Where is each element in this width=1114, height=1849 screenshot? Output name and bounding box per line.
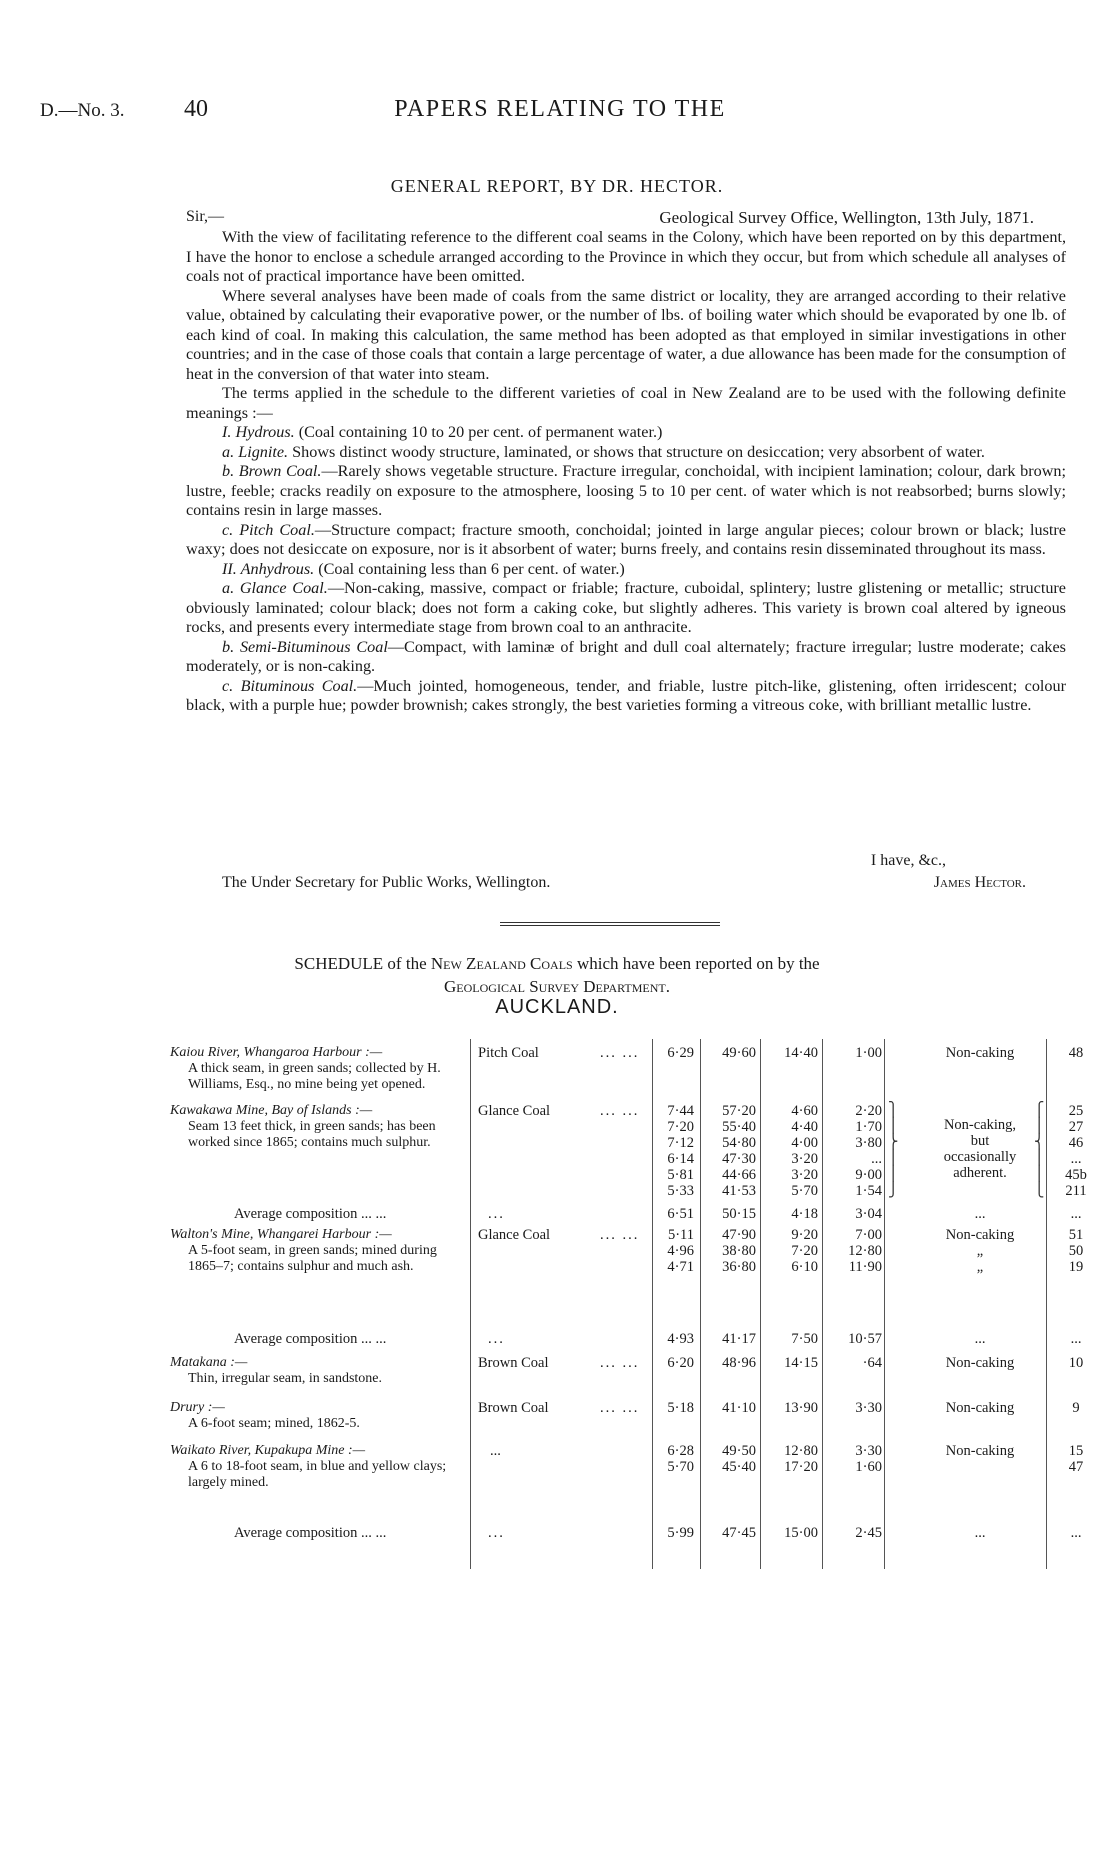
average-label: Average composition ... ...: [234, 1331, 387, 1347]
average-coking: ...: [974, 1206, 986, 1222]
running-title: PAPERS RELATING TO THE: [394, 96, 726, 122]
coal-kind: Brown Coal: [478, 1355, 549, 1371]
col-3: [766, 1443, 818, 1475]
col-2: 41·10: [722, 1400, 756, 1416]
col-last-value: 50: [1068, 1243, 1084, 1259]
col-2-value: 36·80: [722, 1259, 756, 1275]
leader-dots: ... ...: [600, 1400, 640, 1416]
paragraph: With the view of facilitating reference to the different coal seams in the Colony, which have been reported on by this department, I have the honor to enclose a schedule arranged according to the Province in which they occur, but from which schedule all analyses of coals not of practical importance have been omitted.: [186, 228, 1066, 285]
col-3-value: 7·20: [791, 1243, 818, 1259]
col-2-value: 49·50: [722, 1443, 756, 1459]
col-2: [704, 1103, 756, 1199]
locality: [170, 1400, 468, 1432]
signature-block: [186, 852, 1066, 898]
region-heading: AUCKLAND.: [495, 996, 619, 1018]
leader-dots: ... ...: [600, 1355, 640, 1371]
term-semi-bituminous: b. Semi-Bituminous Coal—Compact, with laminæ of bright and dull coal alternately; fracture irregular; lustre moderate; cakes moderately, or is non-caking.: [186, 637, 1066, 675]
locality-description: Thin, irregular seam, in sandstone.: [188, 1371, 383, 1386]
column-rule: [884, 1039, 885, 1569]
coking-property-value: Non-caking,: [943, 1117, 1017, 1133]
coking-property-value: Non-caking: [945, 1227, 1015, 1243]
col-1-value: 6·28: [667, 1443, 694, 1459]
column-rule: [760, 1039, 761, 1569]
coking-property-value: but: [970, 1133, 990, 1149]
locality-name: Matakana :—: [170, 1355, 248, 1370]
col-4-value: 12·80: [848, 1243, 882, 1259]
col-last-value: 51: [1068, 1227, 1084, 1243]
locality-description: Seam 13 feet thick, in green sands; has been worked since 1865; contains much sulphur.: [188, 1119, 436, 1150]
col-4: [830, 1227, 882, 1275]
coal-kind: Glance Coal: [478, 1227, 551, 1243]
document-reference: D.—No. 3.: [40, 100, 125, 121]
col-3-value: 9·20: [791, 1227, 818, 1243]
coking-property: Non-caking: [945, 1443, 1015, 1459]
locality-name: Kaiou River, Whangaroa Harbour :—: [170, 1045, 383, 1060]
locality-description: A thick seam, in green sands; collected by H. Williams, Esq., no mine being yet opened.: [188, 1061, 441, 1092]
col-2-value: 41·53: [722, 1183, 756, 1199]
average-col-4: 10·57: [848, 1331, 882, 1347]
leader-dots: ... ...: [600, 1227, 640, 1243]
col-4-value: 3·80: [855, 1135, 882, 1151]
average-coking: ...: [974, 1525, 986, 1541]
column-rule: [822, 1039, 823, 1569]
col-2-value: 55·40: [722, 1119, 756, 1135]
coking-property: Non-caking: [945, 1355, 1015, 1371]
col-3-value: 3·20: [791, 1151, 818, 1167]
col-4-value: 2·20: [855, 1103, 882, 1119]
divider: [500, 925, 720, 926]
col-4-value: 1·70: [855, 1119, 882, 1135]
col-3-value: 4·40: [791, 1119, 818, 1135]
col-1-value: 7·44: [667, 1103, 694, 1119]
addressee: The Under Secretary for Public Works, Wellington.: [222, 874, 551, 891]
col-3-value: 17·20: [784, 1459, 818, 1475]
term-anhydrous: II. Anhydrous. (Coal containing less than 6 per cent. of water.): [222, 559, 625, 578]
average-col-4: 2·45: [855, 1525, 882, 1541]
paragraph: Where several analyses have been made of coals from the same district or locality, they are arranged according to their relative value, obtained by calculating their evaporative power, or the number of lbs. of boiling water which should be evaporated by one lb. of each kind of coal. In making this calculation, the same method has been adopted as that employed in similar investigations in other countries; and in the case of those coals that contain a large percentage of water, a due allowance has been made for the consumption of heat in the conversion of that water into steam.: [186, 286, 1066, 383]
locality: [170, 1355, 468, 1387]
col-last-value: 211: [1065, 1183, 1087, 1199]
col-3: 14·40: [784, 1045, 818, 1061]
coking-property-value: „: [976, 1259, 984, 1275]
average-col-2: 47·45: [722, 1525, 756, 1541]
col-2-value: 54·80: [722, 1135, 756, 1151]
col-3: 14·15: [784, 1355, 818, 1371]
bracket: ⎫ ⎪ ⎬ ⎪ ⎪ ⎭: [888, 1103, 899, 1198]
average-last: ...: [1070, 1206, 1082, 1222]
col-4-value: 3·30: [855, 1443, 882, 1459]
term-bituminous: c. Bituminous Coal.—Much jointed, homogeneous, tender, and friable, lustre pitch-like, glistening, often irridescent; colour black, with a purple hue; powder brownish; cakes strongly, the best varieties forming a vitreous coke, with brilliant metallic lustre.: [186, 676, 1066, 714]
average-col-1: 4·93: [667, 1331, 694, 1347]
divider: [500, 922, 720, 923]
col-1: 6·20: [667, 1355, 694, 1371]
locality-description: A 6 to 18-foot seam, in blue and yellow clays; largely mined.: [188, 1459, 447, 1490]
coking-property-value: adherent.: [953, 1165, 1007, 1181]
col-3-value: 5·70: [791, 1183, 818, 1199]
average-coking: ...: [974, 1331, 986, 1347]
coking-property: [910, 1117, 1050, 1181]
col-3: 13·90: [784, 1400, 818, 1416]
coal-kind: Brown Coal: [478, 1400, 549, 1416]
col-1-value: 5·70: [667, 1459, 694, 1475]
column-rule: [470, 1039, 471, 1569]
col-1: [658, 1443, 694, 1475]
col-4: ·64: [862, 1355, 882, 1371]
column-rule: [652, 1039, 653, 1569]
col-3-value: 3·20: [791, 1167, 818, 1183]
col-last-value: 46: [1068, 1135, 1084, 1151]
col-1: 5·18: [667, 1400, 694, 1416]
col-3-value: 4·00: [791, 1135, 818, 1151]
page-header: [40, 96, 1080, 130]
leader-dots: ... ...: [600, 1045, 640, 1061]
col-last: [1050, 1443, 1102, 1475]
col-1: [658, 1227, 694, 1275]
coking-property-value: „: [976, 1243, 984, 1259]
term-lignite: a. Lignite. Shows distinct woody structure, laminated, or shows that structure on desiccation; very absorbent of water.: [222, 442, 985, 461]
col-2: [704, 1443, 756, 1475]
term-glance-coal: a. Glance Coal.—Non-caking, massive, compact or friable; fracture, cuboidal, splintery; lustre glistening or metallic; structure obviously laminated; colour black; does not form a caking coke, but slightly adheres. This variety is brown coal altered by igneous rocks, and presents every intermediate stage from brown coal to an anthracite.: [186, 579, 1066, 636]
leader-dots: ...: [488, 1206, 505, 1222]
leader-dots: ...: [488, 1331, 505, 1347]
locality-name: Drury :—: [170, 1400, 225, 1415]
col-last-value: 45b: [1065, 1167, 1087, 1183]
locality-name: Walton's Mine, Whangarei Harbour :—: [170, 1227, 392, 1242]
average-col-2: 50·15: [722, 1206, 756, 1222]
col-1: [658, 1103, 694, 1199]
average-label: Average composition ... ...: [234, 1525, 387, 1541]
average-col-1: 5·99: [667, 1525, 694, 1541]
col-last: [1050, 1227, 1102, 1275]
col-4: 1·00: [855, 1045, 882, 1061]
average-col-4: 3·04: [855, 1206, 882, 1222]
col-4: 3·30: [855, 1400, 882, 1416]
page-number: 40: [184, 96, 208, 122]
leader-dots: ... ...: [600, 1103, 640, 1119]
dateline: Geological Survey Office, Wellington, 13th July, 1871.: [659, 208, 1034, 227]
col-4-value: 1·60: [855, 1459, 882, 1475]
locality: [170, 1443, 468, 1491]
coking-property: [910, 1227, 1050, 1275]
average-col-3: 15·00: [784, 1525, 818, 1541]
coal-schedule-table: [170, 1025, 1087, 1565]
col-2: 49·60: [722, 1045, 756, 1061]
coking-property: Non-caking: [945, 1045, 1015, 1061]
col-last-value: 47: [1068, 1459, 1084, 1475]
col-3-value: 12·80: [784, 1443, 818, 1459]
col-2: 48·96: [722, 1355, 756, 1371]
average-last: ...: [1070, 1331, 1082, 1347]
col-4: [830, 1443, 882, 1475]
col-3-value: 6·10: [791, 1259, 818, 1275]
coking-property: Non-caking: [945, 1400, 1015, 1416]
locality: [170, 1103, 468, 1151]
col-4-value: 9·00: [855, 1167, 882, 1183]
col-4-value: 11·90: [848, 1259, 882, 1275]
col-2-value: 38·80: [722, 1243, 756, 1259]
locality-name: Waikato River, Kupakupa Mine :—: [170, 1443, 366, 1458]
col-2-value: 57·20: [722, 1103, 756, 1119]
col-last: [1050, 1103, 1102, 1199]
col-4-value: 1·54: [855, 1183, 882, 1199]
report-title: GENERAL REPORT, BY DR. HECTOR.: [390, 176, 724, 196]
bracket: ⎧ ⎪ ⎨ ⎪ ⎪ ⎩: [1034, 1103, 1045, 1198]
col-3: [766, 1103, 818, 1199]
col-3-value: 4·60: [791, 1103, 818, 1119]
col-last-value: 27: [1068, 1119, 1084, 1135]
closing: I have, &c.,: [870, 852, 946, 869]
col-2-value: 47·90: [722, 1227, 756, 1243]
col-2-value: 47·30: [722, 1151, 756, 1167]
column-rule: [700, 1039, 701, 1569]
locality-description: A 6-foot seam; mined, 1862-5.: [188, 1416, 360, 1431]
col-last-value: 25: [1068, 1103, 1084, 1119]
average-col-1: 6·51: [667, 1206, 694, 1222]
col-1-value: 7·12: [667, 1135, 694, 1151]
col-last: 10: [1068, 1355, 1084, 1371]
term-brown-coal: b. Brown Coal.—Rarely shows vegetable structure. Fracture irregular, conchoidal, with incipient lamination; colour, dark brown; lustre, feeble; cracks readily on exposure to the atmosphere, loosing 5 to 10 per cent. of water which is not reabsorbed; burns slowly; contains resin in large masses.: [186, 462, 1066, 519]
average-col-2: 41·17: [722, 1331, 756, 1347]
col-1: 6·29: [667, 1045, 694, 1061]
paragraph: The terms applied in the schedule to the different varieties of coal in New Zealand are to be used with the following definite meanings :—: [186, 384, 1066, 422]
col-1-value: 4·71: [667, 1259, 694, 1275]
locality: [170, 1045, 468, 1093]
salutation: Sir,—: [186, 208, 225, 225]
coal-kind: Pitch Coal: [478, 1045, 539, 1061]
col-last-value: ...: [1070, 1151, 1082, 1167]
col-last-value: 19: [1068, 1259, 1084, 1275]
col-1-value: 5·81: [667, 1167, 694, 1183]
schedule-title: SCHEDULE of the New Zealand Coals which have been reported on by the Geological Survey Department.: [294, 954, 820, 996]
col-1-value: 7·20: [667, 1119, 694, 1135]
leader-dots: ...: [488, 1525, 505, 1541]
coal-kind: ...: [490, 1443, 501, 1459]
col-2-value: 45·40: [722, 1459, 756, 1475]
col-2-value: 44·66: [722, 1167, 756, 1183]
col-1-value: 5·11: [667, 1227, 694, 1243]
col-1-value: 6·14: [667, 1151, 694, 1167]
signature: James Hector.: [933, 874, 1026, 891]
col-2: [704, 1227, 756, 1275]
col-last-value: 15: [1068, 1443, 1084, 1459]
average-last: ...: [1070, 1525, 1082, 1541]
average-col-3: 4·18: [791, 1206, 818, 1222]
col-4: [830, 1103, 882, 1199]
col-3: [766, 1227, 818, 1275]
coal-kind: Glance Coal: [478, 1103, 551, 1119]
col-1-value: 4·96: [667, 1243, 694, 1259]
term-hydrous: I. Hydrous. (Coal containing 10 to 20 per cent. of permanent water.): [222, 423, 663, 441]
col-last: 48: [1068, 1045, 1084, 1061]
report-body: [186, 228, 1066, 716]
coking-property-value: occasionally: [943, 1149, 1017, 1165]
col-4-value: ...: [871, 1151, 882, 1167]
average-label: Average composition ... ...: [234, 1206, 387, 1222]
locality: [170, 1227, 468, 1275]
term-pitch-coal: c. Pitch Coal.—Structure compact; fracture smooth, conchoidal; jointed in large angular pieces; colour brown or black; lustre waxy; does not desiccate on exposure, nor is it absorbent of water; burns freely, and contains resin disseminated throughout its mass.: [186, 520, 1066, 558]
col-last: 9: [1072, 1400, 1080, 1416]
locality-description: A 5-foot seam, in green sands; mined during 1865–7; contains sulphur and much ash.: [188, 1243, 437, 1274]
col-1-value: 5·33: [667, 1183, 694, 1199]
locality-name: Kawakawa Mine, Bay of Islands :—: [170, 1103, 373, 1118]
col-4-value: 7·00: [855, 1227, 882, 1243]
average-col-3: 7·50: [791, 1331, 818, 1347]
